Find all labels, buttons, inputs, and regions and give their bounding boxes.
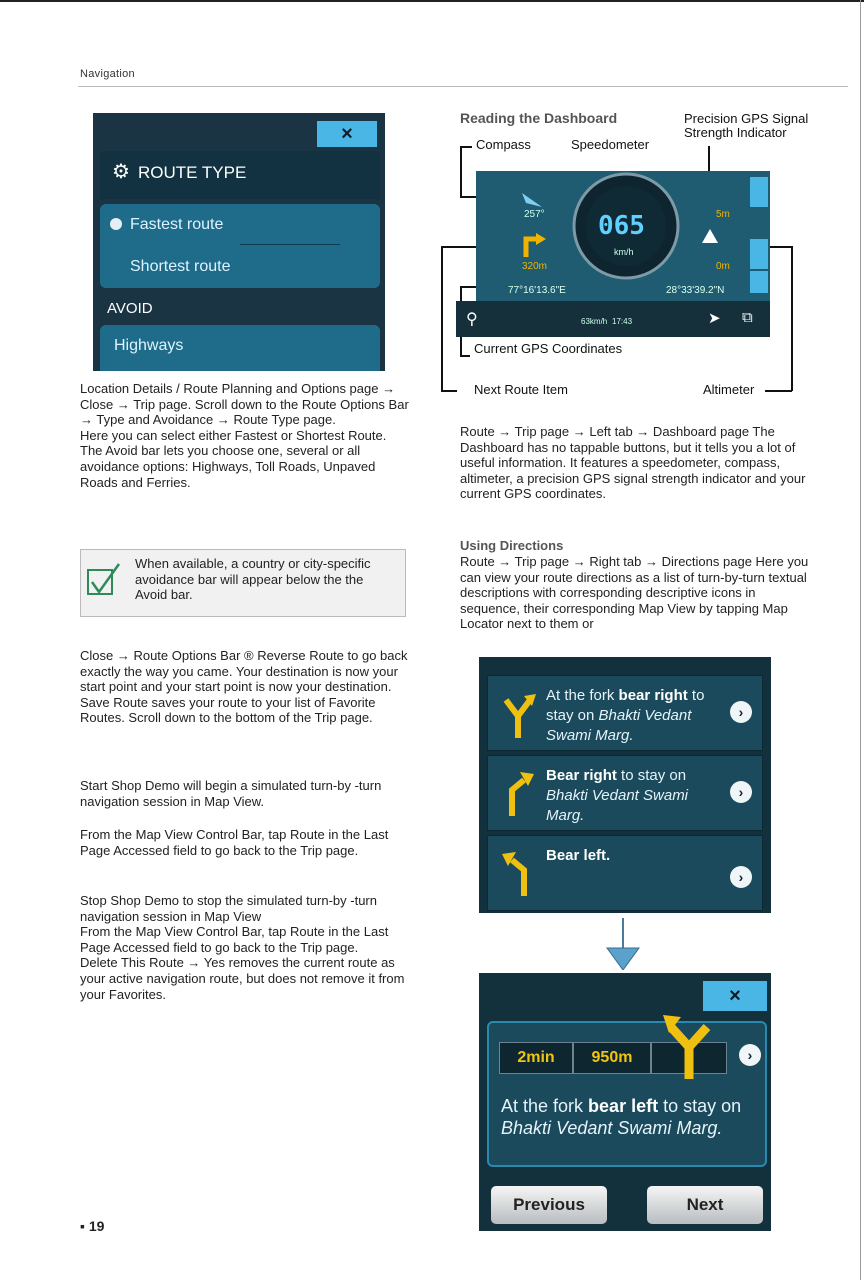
route-type-title: ROUTE TYPE [138, 163, 247, 182]
directions-heading: Using Directions [460, 538, 564, 553]
route-type-titlebar [100, 151, 380, 199]
distance-chip: 950m [573, 1042, 651, 1074]
paragraph: Stop Shop Demo to stop the simulated turn-by -turn navigation session in Map View [80, 893, 377, 924]
directions-list [479, 657, 771, 913]
navigate-icon[interactable]: ➤ [708, 310, 721, 327]
close-button[interactable]: × [703, 981, 767, 1011]
header-rule [78, 86, 848, 87]
top-rule [0, 0, 864, 2]
next-button[interactable]: Next [647, 1186, 763, 1224]
speed-readout: 065 [598, 211, 645, 241]
chevron-right-icon[interactable]: › [730, 701, 752, 723]
dashboard-screen [476, 171, 770, 301]
radio-fastest[interactable] [110, 218, 122, 230]
section-header: Navigation [80, 68, 135, 80]
label-gps-signal: Precision GPS Signal Strength Indicator [684, 111, 809, 140]
paragraph: The Avoid bar lets you choose one, several or all avoidance options: Highways, Toll Roads, Unpaved Roads and Ferries. [80, 443, 376, 490]
paragraph: Close → Route Options Bar ® Reverse Route to go back exactly the way you came. Your destination is now your start point and your start point is now your destination. [80, 648, 408, 695]
gps-readout: 5m [716, 209, 730, 220]
window-icon[interactable]: ⧉ [742, 309, 753, 326]
longitude-readout: 77°16'13.6"E [508, 285, 566, 296]
status-time: 17:43 [612, 317, 633, 326]
paragraph: Here you can select either Fastest or Shortest Route. [80, 427, 387, 443]
paragraph: Route → Trip page → Right tab → Directions page Here you can view your route directions as a list of turn-by-turn textual descriptions with corresponding descriptive icons in sequence, their corresponding Map View by tapping Map Locator next to them or [460, 554, 809, 632]
paragraph: From the Map View Control Bar, tap Route in the Last Page Accessed field to go back to the Trip page. [80, 924, 389, 955]
route-type-screen [93, 113, 385, 371]
list-item[interactable] [487, 835, 763, 911]
label-compass: Compass [476, 137, 531, 152]
latitude-readout: 28°33'39.2"N [666, 285, 725, 296]
paragraph: From the Map View Control Bar, tap Route in the Last Page Accessed field to go back to the Trip page. [80, 827, 389, 858]
chevron-right-icon[interactable]: › [739, 1044, 761, 1066]
paragraph: Save Route saves your route to your list of Favorite Routes. Scroll down to the bottom of the Trip page. [80, 694, 376, 726]
list-item[interactable] [487, 675, 763, 751]
arrow-down-icon [605, 918, 641, 970]
direction-detail-screen [479, 973, 771, 1231]
time-chip: 2min [499, 1042, 573, 1074]
note-check-icon [87, 562, 121, 596]
label-coords: Current GPS Coordinates [474, 341, 623, 356]
option-divider [240, 244, 340, 245]
direction-text: At the fork bear left to stay on Bhakti Vedant Swami Marg. [501, 1096, 742, 1138]
avoid-label: AVOID [107, 300, 153, 317]
heading-readout: 257° [524, 209, 545, 220]
gear-icon: ⚙ [112, 161, 130, 183]
close-button[interactable]: × [317, 121, 377, 147]
fork-left-icon [659, 1011, 719, 1081]
left-text-block-1 [80, 381, 410, 490]
avoid-highways-label: Highways [114, 337, 184, 354]
avoid-highways[interactable] [100, 325, 380, 371]
bear-left-icon [498, 848, 538, 898]
dashboard-status-bar [456, 301, 770, 337]
direction-card [487, 1021, 767, 1167]
speed-unit: km/h [614, 247, 634, 257]
bear-right-icon [498, 768, 538, 818]
paragraph: Start Shop Demo will begin a simulated turn-by -turn navigation session in Map View. [80, 778, 382, 809]
page-number: ▪ 19 [80, 1218, 105, 1234]
option-shortest[interactable]: Shortest route [130, 258, 231, 275]
search-icon[interactable]: ⚲ [466, 311, 478, 328]
label-altimeter: Altimeter [703, 382, 755, 397]
status-speed: 63km/h [581, 317, 608, 326]
paragraph: Location Details / Route Planning and Options page → Close → Trip page. Scroll down to the Route Options Bar → Type and Avoidance → Route Type page. [80, 381, 409, 428]
note-box [80, 549, 406, 617]
label-speedometer: Speedometer [571, 137, 650, 152]
right-rule [860, 0, 861, 1280]
altitude-readout: 0m [716, 261, 730, 272]
paragraph: Route → Trip page → Left tab → Dashboard page The Dashboard has no tappable buttons, but it tells you a lot of useful information. It features a speedometer, compass, altimeter, a precision GPS signal strength indicator and your current GPS coordinates. [460, 424, 806, 502]
direction-text: Bear left. [546, 847, 611, 864]
fork-right-icon [498, 690, 538, 740]
option-fastest[interactable]: Fastest route [130, 216, 224, 233]
chevron-right-icon[interactable]: › [730, 866, 752, 888]
list-item[interactable] [487, 755, 763, 831]
dashboard-heading: Reading the Dashboard [460, 110, 618, 126]
label-next-route: Next Route Item [474, 382, 568, 397]
route-options [100, 204, 380, 288]
direction-text: At the fork bear right to stay on Bhakti Vedant Swami Marg. [546, 687, 705, 744]
direction-text: Bear right to stay on Bhakti Vedant Swami Marg. [546, 767, 689, 824]
distance-readout: 320m [522, 261, 548, 272]
chevron-right-icon[interactable]: › [730, 781, 752, 803]
paragraph: Delete This Route → Yes removes the current route as your active navigation route, but does not remove it from your Favorites. [80, 955, 405, 1002]
previous-button[interactable]: Previous [491, 1186, 607, 1224]
note-text: When available, a country or city-specific avoidance bar will appear below the the Avoid bar. [135, 556, 371, 603]
left-text-block-3 [80, 893, 410, 1002]
left-text-block-2 [80, 648, 410, 726]
